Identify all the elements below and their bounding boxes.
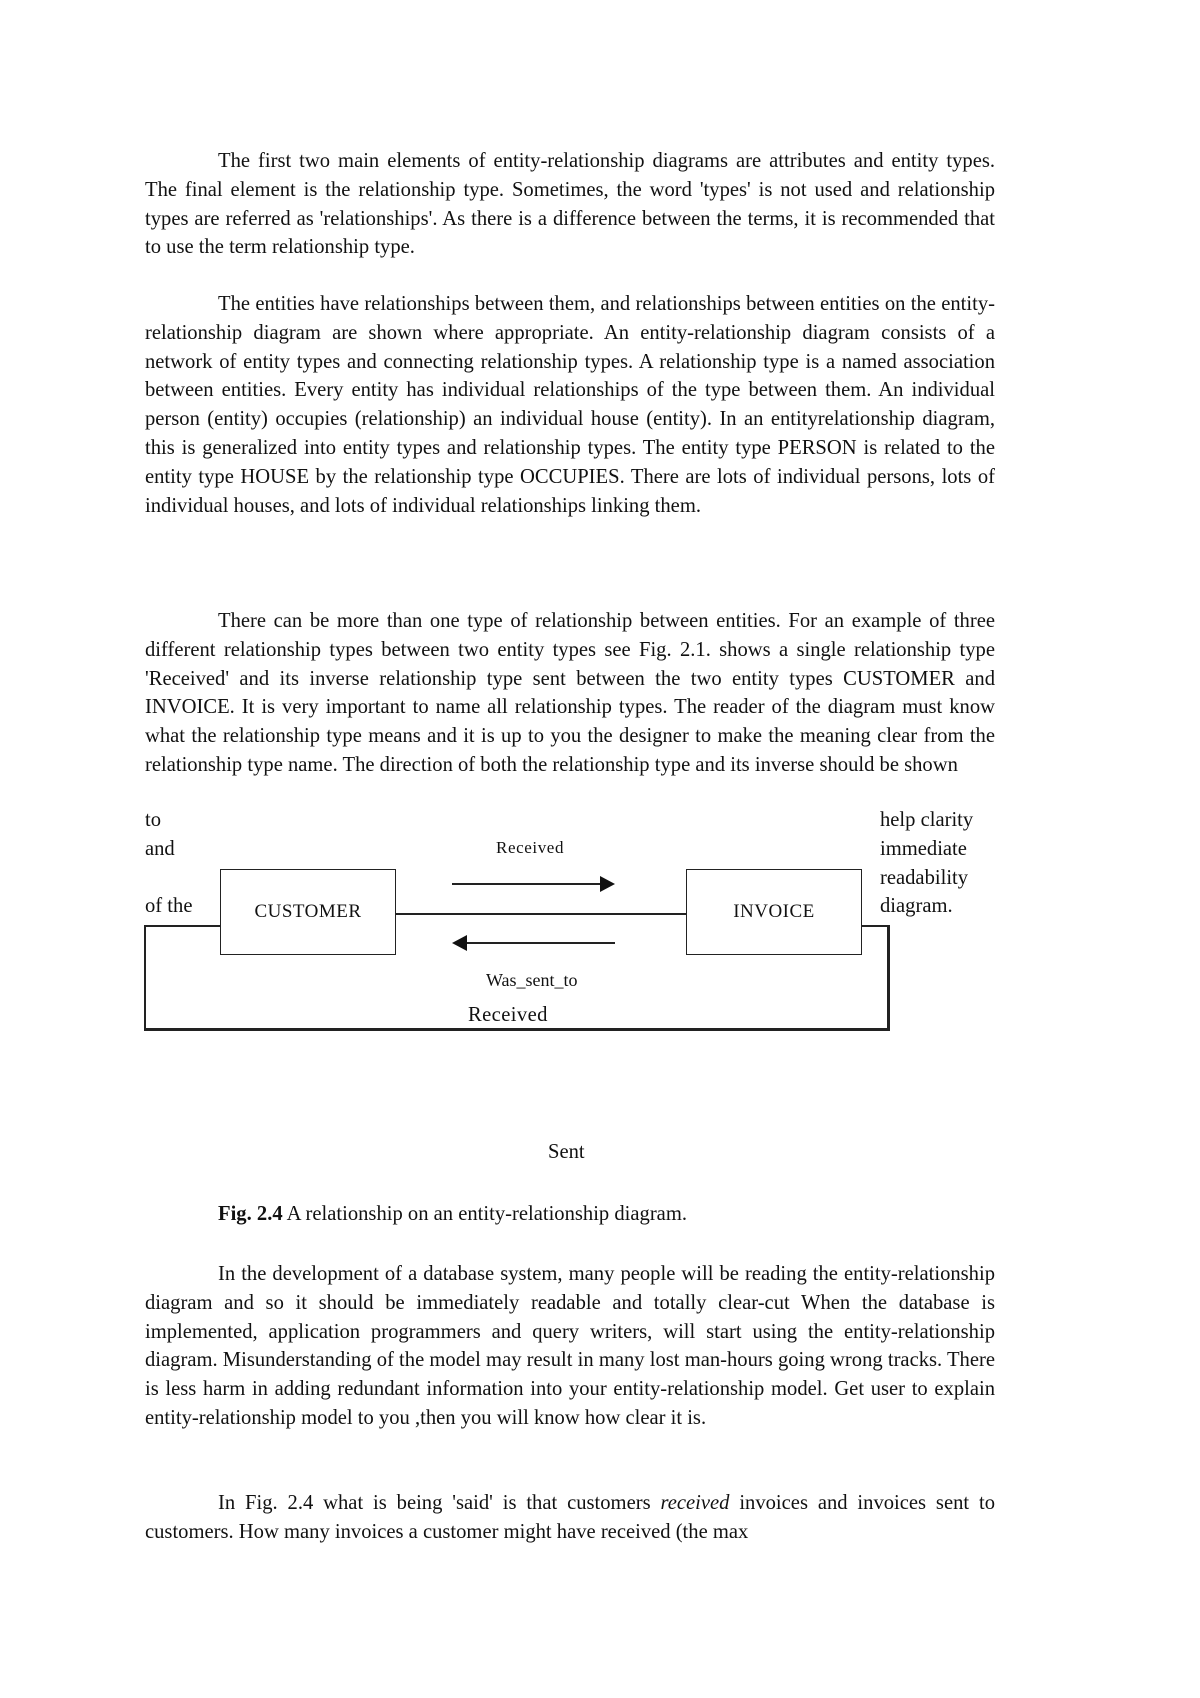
arrow-left-head-icon [452,935,467,951]
arrow-right-head-icon [600,876,615,892]
loop-line-left-top [144,925,220,927]
label-received-top: Received [496,838,565,857]
paragraph-5 [145,1489,995,1547]
paragraph-3-word-to: to [145,809,162,831]
entity-customer-label: CUSTOMER [254,901,362,922]
relationship-line [396,913,686,915]
arrow-left-shaft [465,942,615,944]
loop-line-right [887,925,890,1031]
paragraph-2: The entities have relationships between them, and relationships between entities on the entity-relationship diagram are shown where appropriate. An entity-relationship diagram consists of a network of entity types and connecting relationship types. A relationship type is a named association between entities. Every entity has individual relationships of the type between them. An individual person (entity) occupies (relationship) an individual house (entity). In an entityrelationship diagram, this is generalized into entity types and relationship types. The entity type PERSON is related to the entity type HOUSE by the relationship type OCCUPIES. There are lots of individual persons, lots of individual houses, and lots of individual relationships linking them. [145,293,995,517]
paragraph-3-word-and: and [145,838,175,860]
paragraph-3: There can be more than one type of relationship between entities. For an example of three different relationship types between two entity types see Fig. 2.1. shows a single relationship type 'Received' and its inverse relationship type sent between the two entity types CUSTOMER and INVOICE. It is very important to name all relationship types. The reader of the diagram must know what the relationship type means and it is up to you the designer to make the meaning clear from the relationship type name. The direction of both the relationship type and its inverse should be shown [145,610,995,776]
arrow-right-shaft [452,883,610,885]
figure-number: Fig. 2.4 [218,1203,283,1225]
paragraph-3-right-2: immediate [880,838,967,860]
loop-line-bottom [144,1028,890,1031]
paragraph-4: In the development of a database system, many people will be reading the entity-relationship diagram and so it should be immediately readable and totally clear-cut When the database is implemented, application programmers and query writers, will start using the entity-relationship diagram. Misunderstanding of the model may result in many lost man-hours going wrong tracks. There is less harm in adding redundant information into your entity-relationship model. Get user to explain entity-relationship model to you ,then you will know how clear it is. [145,1263,995,1429]
paragraph-5-italic: received [660,1492,730,1514]
loop-line-left [144,925,146,1030]
paragraph-5-part-1: In Fig. 2.4 what is being 'said' is that customers [218,1492,661,1514]
entity-invoice [686,869,862,955]
entity-invoice-label: INVOICE [733,901,815,922]
paragraph-3-right-1: help clarity [880,809,974,831]
label-received-loop: Received [468,1004,548,1026]
figure-caption-text: A relationship on an entity-relationship diagram. [282,1203,687,1225]
paragraph-3-word-of-the: of the [145,895,193,917]
paragraph-3-right-3: readability [880,867,969,889]
figure-caption [218,1202,687,1226]
paragraph-3-right-4: diagram. [880,895,953,917]
label-sent: Sent [548,1141,585,1163]
label-was-sent-to: Was_sent_to [486,970,578,990]
loop-line-right-top [862,925,890,927]
entity-customer [220,869,396,955]
paragraph-1: The first two main elements of entity-relationship diagrams are attributes and entity types. The final element is the relationship type. Sometimes, the word 'types' is not used and relationship types are referred as 'relationships'. As there is a difference between the terms, it is recommended that to use the term relationship type. [145,150,995,259]
paragraph-5-part-2: invoices and invoices sent to customers. How many invoices a customer might have received (the max [145,1492,995,1543]
